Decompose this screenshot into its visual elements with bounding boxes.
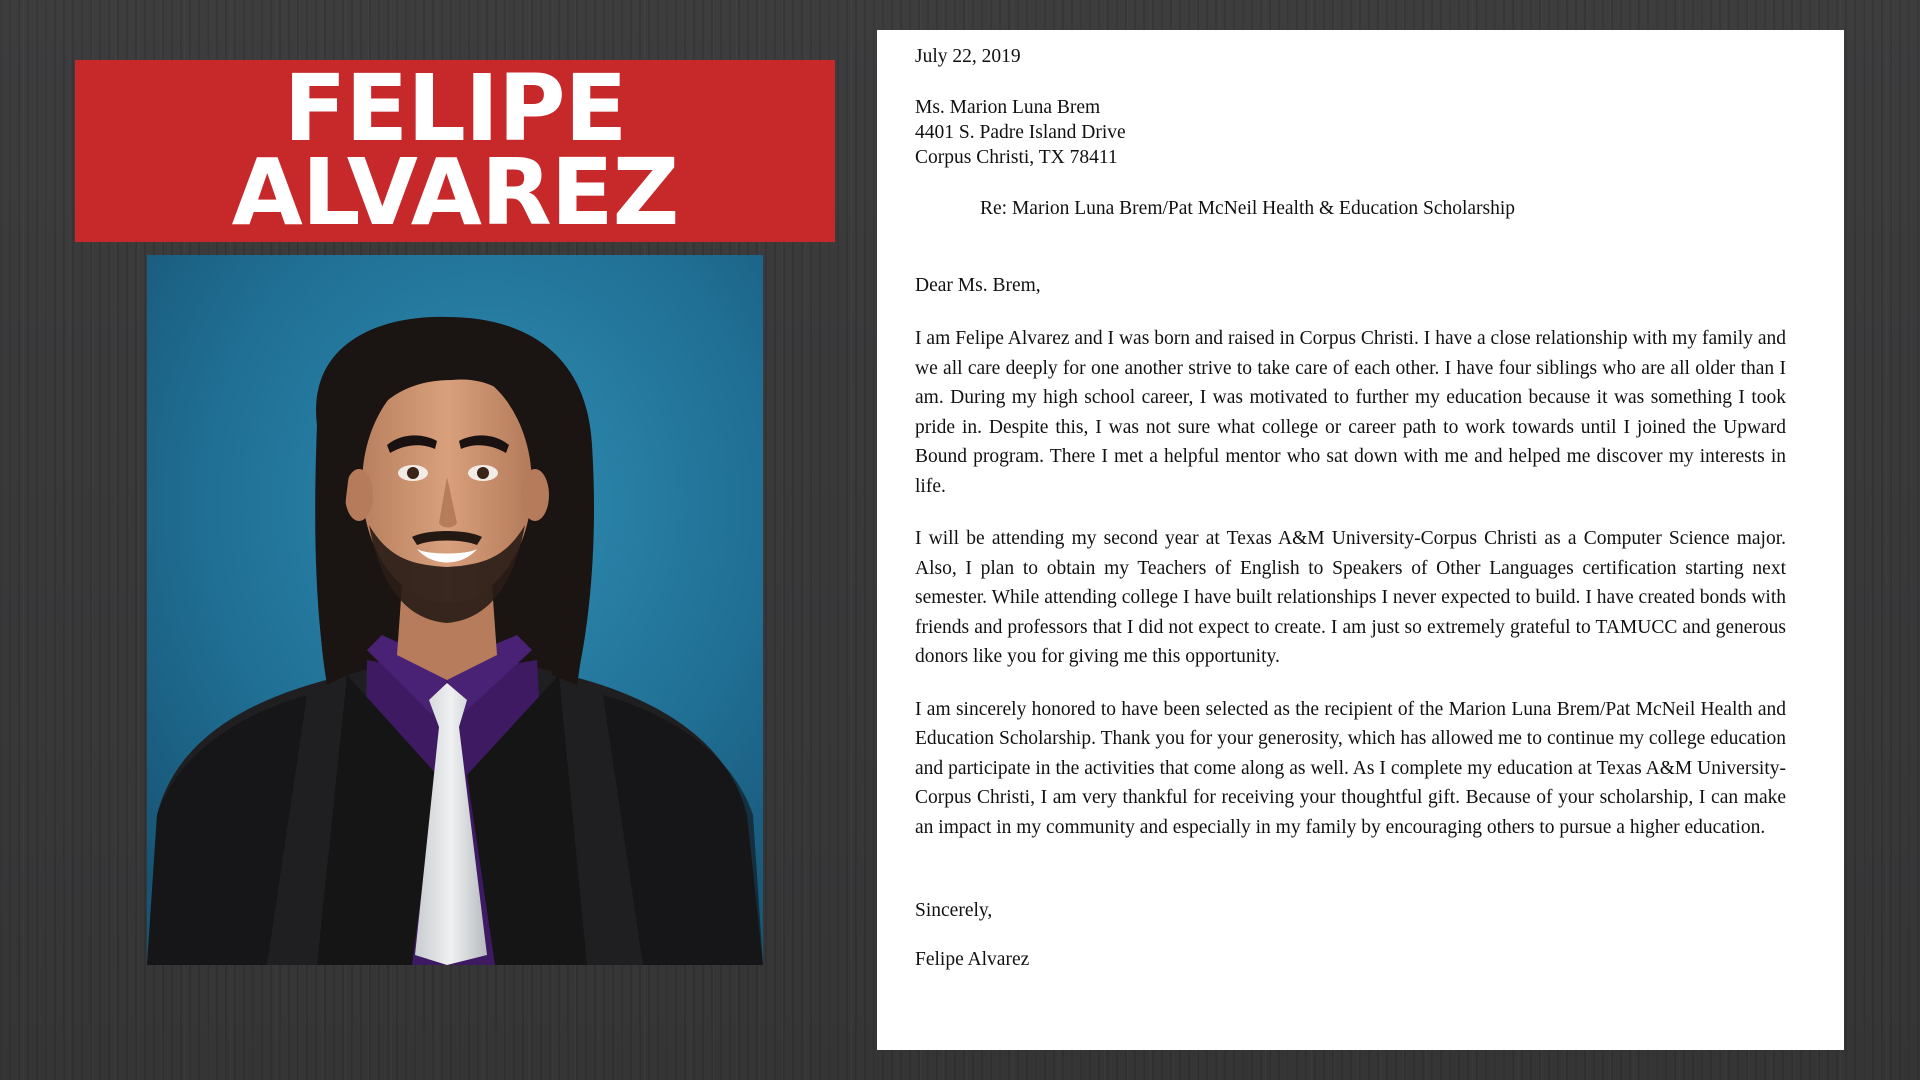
letter-paragraph-3: I am sincerely honored to have been selected as the recipient of the Marion Luna Brem/Pat McNeil Health and Education Scholarship. Thank you for your generosity, which has allowed me to continue my college education and participate in the activities that come along as well. As I complete my education at Texas A&M University-Corpus Christi, I am very thankful for receiving your thoughtful gift. Because of your scholarship, I can make an impact in my community and especially in my family by encouraging others to pursue a higher education. — [915, 698, 1786, 838]
re-line: Re: Marion Luna Brem/Pat McNeil Health & Education Scholarship — [980, 198, 1516, 219]
portrait-photo — [147, 255, 763, 965]
closing: Sincerely, — [915, 900, 993, 921]
signature: Felipe Alvarez — [915, 949, 1030, 970]
portrait-illustration — [147, 255, 763, 965]
letter-paragraph-2: I will be attending my second year at Texas A&M University-Corpus Christi as a Computer Science major. Also, I plan to obtain my Teachers of English to Speakers of Other Languages certification starting next semester. While attending college I have built relationships I never expected to build. I have created bonds with friends and professors that I did not expect to create. I am just so extremely grateful to TAMUCC and generous donors like you for giving me this opportunity. — [915, 528, 1786, 667]
letter-paragraph-1: I am Felipe Alvarez and I was born and raised in Corpus Christi. I have a close relationship with my family and we all care deeply for one another strive to take care of each other. I have four siblings who are all older than I am. During my high school career, I was motivated to further my education because it was something I took pride in. Despite this, I was not sure what college or career path to work towards until I joined the Upward Bound program. There I met a helpful mentor who sat down with me and helped me discover my interests in life. — [915, 328, 1786, 497]
salutation: Dear Ms. Brem, — [915, 275, 1041, 296]
address-city: Corpus Christi, TX 78411 — [915, 147, 1118, 168]
first-name: FELIPE — [283, 55, 627, 162]
last-name: ALVAREZ — [231, 139, 679, 246]
name-banner — [75, 55, 835, 246]
letter-date: July 22, 2019 — [915, 46, 1021, 67]
recipient-name: Ms. Marion Luna Brem — [915, 97, 1101, 118]
address-street: 4401 S. Padre Island Drive — [915, 122, 1126, 143]
scholarship-letter — [877, 30, 1844, 1050]
